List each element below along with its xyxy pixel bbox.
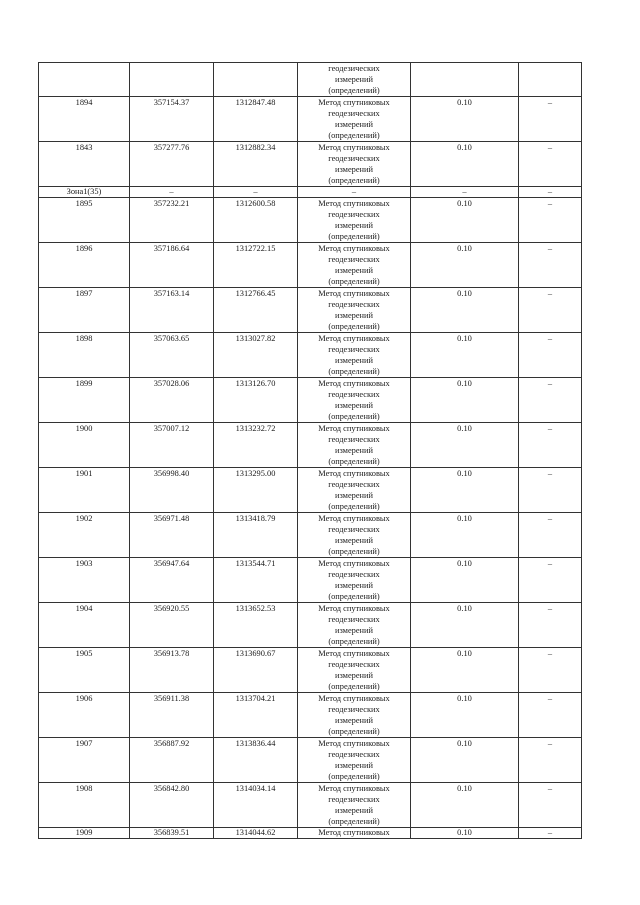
description-cell: – (519, 378, 582, 423)
y-coordinate-cell: 1312847.48 (214, 97, 298, 142)
x-coordinate-cell: – (130, 187, 214, 198)
method-cell: Метод спутниковых геодезических измерений (определений) (298, 558, 411, 603)
table-row (39, 423, 582, 468)
point-cell: 1901 (39, 468, 130, 513)
point-cell: 1906 (39, 693, 130, 738)
method-cell: Метод спутниковых геодезических измерений (определений) (298, 468, 411, 513)
y-coordinate-cell: 1313652.53 (214, 603, 298, 648)
x-coordinate-cell: 357028.06 (130, 378, 214, 423)
point-cell: 1896 (39, 243, 130, 288)
x-coordinate-cell: 357063.65 (130, 333, 214, 378)
precision-cell: 0.10 (411, 693, 519, 738)
table-row (39, 513, 582, 558)
precision-cell: 0.10 (411, 198, 519, 243)
point-cell: 1897 (39, 288, 130, 333)
method-cell: – (298, 187, 411, 198)
description-cell: – (519, 648, 582, 693)
method-cell: Метод спутниковых геодезических измерений (определений) (298, 288, 411, 333)
precision-cell: 0.10 (411, 738, 519, 783)
y-coordinate-cell: – (214, 187, 298, 198)
table-row (39, 828, 582, 839)
method-cell: Метод спутниковых геодезических измерений (определений) (298, 423, 411, 468)
precision-cell: 0.10 (411, 468, 519, 513)
point-cell: 1899 (39, 378, 130, 423)
y-coordinate-cell: 1314044.62 (214, 828, 298, 839)
precision-cell: 0.10 (411, 783, 519, 828)
point-cell: 1902 (39, 513, 130, 558)
point-cell: Зона1(35) (39, 187, 130, 198)
x-coordinate-cell: 356839.51 (130, 828, 214, 839)
description-cell: – (519, 738, 582, 783)
description-cell: – (519, 828, 582, 839)
precision-cell: 0.10 (411, 378, 519, 423)
description-cell: – (519, 288, 582, 333)
precision-cell: 0.10 (411, 513, 519, 558)
x-coordinate-cell: 357154.37 (130, 97, 214, 142)
point-cell: 1900 (39, 423, 130, 468)
method-cell: Метод спутниковых геодезических измерений (определений) (298, 693, 411, 738)
y-coordinate-cell: 1313418.79 (214, 513, 298, 558)
y-coordinate-cell: 1313027.82 (214, 333, 298, 378)
table-row (39, 142, 582, 187)
y-coordinate-cell: 1313232.72 (214, 423, 298, 468)
point-cell (39, 63, 130, 97)
description-cell: – (519, 142, 582, 187)
point-cell: 1898 (39, 333, 130, 378)
precision-cell: 0.10 (411, 828, 519, 839)
method-cell: Метод спутниковых геодезических измерений (определений) (298, 243, 411, 288)
description-cell: – (519, 243, 582, 288)
x-coordinate-cell: 357186.64 (130, 243, 214, 288)
table-row (39, 187, 582, 198)
description-cell: – (519, 333, 582, 378)
y-coordinate-cell (214, 63, 298, 97)
table-row (39, 333, 582, 378)
table-row (39, 783, 582, 828)
point-cell: 1895 (39, 198, 130, 243)
method-cell: Метод спутниковых геодезических измерений (определений) (298, 738, 411, 783)
x-coordinate-cell: 357232.21 (130, 198, 214, 243)
table-row (39, 468, 582, 513)
method-cell: Метод спутниковых геодезических измерений (определений) (298, 198, 411, 243)
x-coordinate-cell: 357007.12 (130, 423, 214, 468)
method-cell: Метод спутниковых геодезических измерений (определений) (298, 333, 411, 378)
table-row (39, 243, 582, 288)
x-coordinate-cell: 356920.55 (130, 603, 214, 648)
x-coordinate-cell: 356887.92 (130, 738, 214, 783)
description-cell: – (519, 783, 582, 828)
method-cell: Метод спутниковых (298, 828, 411, 839)
precision-cell: 0.10 (411, 603, 519, 648)
precision-cell: 0.10 (411, 333, 519, 378)
y-coordinate-cell: 1313126.70 (214, 378, 298, 423)
description-cell: – (519, 97, 582, 142)
table-row (39, 738, 582, 783)
method-cell: Метод спутниковых геодезических измерений (определений) (298, 783, 411, 828)
table-row (39, 693, 582, 738)
precision-cell: 0.10 (411, 423, 519, 468)
point-cell: 1903 (39, 558, 130, 603)
y-coordinate-cell: 1312766.45 (214, 288, 298, 333)
precision-cell: 0.10 (411, 558, 519, 603)
point-cell: 1894 (39, 97, 130, 142)
method-cell: Метод спутниковых геодезических измерений (определений) (298, 603, 411, 648)
y-coordinate-cell: 1312600.58 (214, 198, 298, 243)
y-coordinate-cell: 1312882.34 (214, 142, 298, 187)
description-cell: – (519, 187, 582, 198)
precision-cell: 0.10 (411, 142, 519, 187)
description-cell: – (519, 693, 582, 738)
point-cell: 1908 (39, 783, 130, 828)
method-cell: Метод спутниковых геодезических измерений (определений) (298, 378, 411, 423)
x-coordinate-cell: 356947.64 (130, 558, 214, 603)
description-cell: – (519, 198, 582, 243)
table-row (39, 288, 582, 333)
point-cell: 1843 (39, 142, 130, 187)
table-row (39, 603, 582, 648)
precision-cell: 0.10 (411, 97, 519, 142)
method-cell: Метод спутниковых геодезических измерений (определений) (298, 97, 411, 142)
x-coordinate-cell: 356842.80 (130, 783, 214, 828)
x-coordinate-cell: 357277.76 (130, 142, 214, 187)
y-coordinate-cell: 1313690.67 (214, 648, 298, 693)
y-coordinate-cell: 1312722.15 (214, 243, 298, 288)
description-cell: – (519, 558, 582, 603)
table-row (39, 378, 582, 423)
description-cell: – (519, 513, 582, 558)
x-coordinate-cell: 357163.14 (130, 288, 214, 333)
y-coordinate-cell: 1313295.00 (214, 468, 298, 513)
x-coordinate-cell: 356911.38 (130, 693, 214, 738)
point-cell: 1907 (39, 738, 130, 783)
method-cell: Метод спутниковых геодезических измерений (определений) (298, 142, 411, 187)
precision-cell (411, 63, 519, 97)
description-cell: – (519, 423, 582, 468)
table-row (39, 558, 582, 603)
table-row (39, 97, 582, 142)
precision-cell: 0.10 (411, 648, 519, 693)
table-row (39, 648, 582, 693)
x-coordinate-cell: 356971.48 (130, 513, 214, 558)
precision-cell: 0.10 (411, 288, 519, 333)
precision-cell: – (411, 187, 519, 198)
y-coordinate-cell: 1314034.14 (214, 783, 298, 828)
method-cell: Метод спутниковых геодезических измерений (определений) (298, 513, 411, 558)
precision-cell: 0.10 (411, 243, 519, 288)
method-cell: Метод спутниковых геодезических измерений (определений) (298, 648, 411, 693)
point-cell: 1904 (39, 603, 130, 648)
point-cell: 1909 (39, 828, 130, 839)
y-coordinate-cell: 1313544.71 (214, 558, 298, 603)
table-row (39, 198, 582, 243)
y-coordinate-cell: 1313836.44 (214, 738, 298, 783)
x-coordinate-cell: 356913.78 (130, 648, 214, 693)
description-cell: – (519, 603, 582, 648)
x-coordinate-cell: 356998.40 (130, 468, 214, 513)
point-cell: 1905 (39, 648, 130, 693)
table-row (39, 63, 582, 97)
description-cell (519, 63, 582, 97)
description-cell: – (519, 468, 582, 513)
coordinates-table (38, 62, 582, 839)
method-cell: геодезических измерений (определений) (298, 63, 411, 97)
y-coordinate-cell: 1313704.21 (214, 693, 298, 738)
x-coordinate-cell (130, 63, 214, 97)
